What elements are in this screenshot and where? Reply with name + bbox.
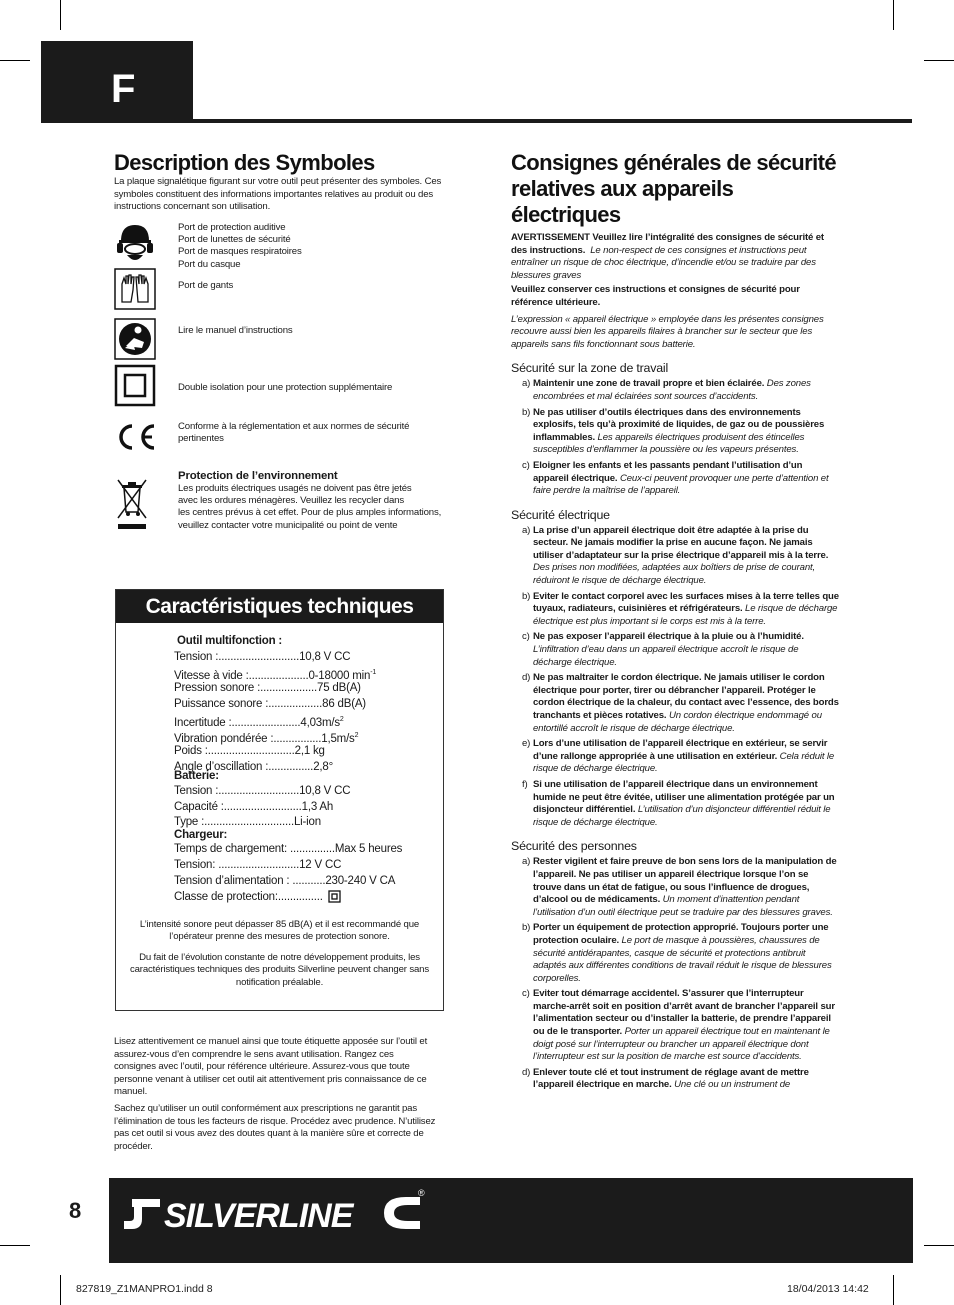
spec-label: Vibration pondérée : (174, 732, 274, 745)
protection-class-icon (328, 890, 341, 903)
spec-value: 4,03m/s (300, 716, 340, 729)
file-info: 827819_Z1MANPRO1.indd 8 (76, 1283, 213, 1295)
item-italic: L’utilisation d’un disjoncteur différentiel réduit le risque de décharge électrique. (533, 804, 831, 828)
spec-superscript: 2 (339, 715, 344, 723)
spec-leader: ....................... (231, 716, 301, 729)
safety-section-title: Sécurité électrique (511, 507, 610, 522)
noise-note: L’intensité sonore peut dépasser 85 dB(A) et il est recommandé que l’opérateur prenne des mesures de protection sonore. (139, 919, 420, 943)
spec-value: 0-18000 min (308, 669, 371, 682)
spec-leader: .................... (248, 669, 309, 682)
environment-line: les centres prévus à cet effet. Pour de plus amples informations, (178, 507, 442, 519)
spec-label: Type : (174, 816, 205, 828)
spec-leader: ................... (260, 682, 318, 695)
spec-superscript: 2 (354, 731, 359, 739)
spec-row (174, 890, 323, 904)
symbol-text (178, 421, 409, 445)
risk-paragraph: Sachez qu’utiliser un outil conformément aux prescriptions ne garantit pas l’élimination de tous les facteurs de risque. Procédez avec prudence. N’utilisez pas cet outil si vous avez des doutes quant à la manière sûre et correcte de procéder. (114, 1103, 436, 1152)
symbol-row-double-insulation (114, 364, 444, 408)
double-insulation-icon (114, 364, 156, 408)
symbol-line: Port du casque (178, 258, 241, 270)
spec-value: 1,3 Ah (301, 800, 334, 813)
item-bold: Porter un équipement de protection approprié. Toujours porter une protection oculaire. (533, 922, 829, 946)
spec-leader: ........... (292, 875, 326, 887)
spec-label: Poids : (174, 745, 208, 758)
spec-leader: ........................... (218, 785, 300, 797)
symbols-intro: La plaque signalétique figurant sur votre outil peut présenter des symboles. Ces symboles constituent des informations importantes relatives au produit ou des instructions concernant son utilisation. (114, 176, 442, 213)
environment-line: Les produits électriques usagés ne doivent pas être jetés (178, 483, 412, 494)
spec-row (174, 729, 358, 746)
spec-label: Classe de protection: (174, 891, 278, 903)
item-bold: Eviter tout démarrage accidentel. S’assurer que l’interrupteur marche-arrêt soit en position d’arrêt avant de brancher l’appareil sur l’alimentation secteur ou d’installer la batterie, de prendre l’appareil ou de le transporter. (533, 988, 835, 1038)
item-bold: Ne pas utiliser d’outils électriques dans des environnements explosifs, tels qu’à proximité de liquides, de gaz ou de poussières inflammables. (533, 406, 825, 443)
crop-mark (60, 1275, 61, 1305)
safety-item (511, 779, 839, 829)
safety-section-title: Sécurité sur la zone de travail (511, 361, 669, 376)
spec-label: Temps de chargement: (174, 843, 290, 855)
spec-superscript: -1 (370, 668, 377, 676)
item-letter: a) (522, 856, 531, 868)
ce-mark-icon (114, 422, 158, 452)
logo-text: SILVERLINE (164, 1197, 353, 1235)
page-number: 8 (69, 1198, 82, 1223)
symbol-line: Port de protection auditive (178, 222, 286, 233)
environment-line: avec les ordures ménagères. Veuillez les recycler dans (178, 495, 404, 507)
item-letter: a) (522, 524, 531, 536)
warning-italic: Le non-respect de ces consignes et instructions peut entraîner un risque de choc électrique, d’incendie et/ou se traduire par des blessures graves (511, 244, 816, 281)
spec-row (174, 697, 366, 711)
safety-section-title: Sécurité des personnes (511, 839, 637, 854)
item-bold: Ne pas exposer l’appareil électrique à la pluie ou à l’humidité. (533, 631, 804, 643)
symbol-row-ppe (114, 220, 444, 270)
safety-item (511, 407, 839, 457)
crop-mark (0, 1245, 30, 1246)
symbol-line: Port de masques respiratoires (178, 246, 302, 258)
tech-specs-title: Caractéristiques techniques (116, 590, 443, 623)
symbol-line: pertinentes (178, 433, 224, 445)
spec-value: 12 V CC (299, 859, 342, 871)
spec-leader: ............... (268, 760, 314, 773)
spec-row (174, 874, 395, 888)
item-letter: d) (522, 1066, 531, 1078)
spec-row (174, 744, 325, 758)
symbol-row-gloves (114, 268, 444, 312)
safety-item (511, 591, 839, 629)
item-bold: Eviter le contact corporel avec les surfaces mises à la terre telles que tuyaux, radiateurs, cuisinières et réfrigérateurs. (533, 590, 839, 615)
item-bold: Maintenir une zone de travail propre et bien éclairée. (533, 378, 765, 390)
item-bold: Lors d’une utilisation de l’appareil électrique en extérieur, se servir d’une rallonge appropriée à une utilisation en extérieur. (533, 738, 828, 762)
spec-label: Vitesse à vide : (174, 669, 249, 682)
safety-item (511, 856, 839, 919)
spec-value: 10,8 V CC (299, 785, 351, 797)
spec-value: 10,8 V CC (299, 651, 351, 663)
symbol-row-manual (114, 318, 444, 360)
crop-mark (924, 1245, 954, 1246)
item-italic: Ceux-ci peuvent provoquer une perte d’attention et faire perdre la maîtrise de l’appareil. (533, 472, 829, 497)
environment-title: Protection de l’environnement (178, 470, 338, 482)
silverline-logo (120, 1187, 430, 1237)
item-bold: Enlever toute clé et tout instrument de réglage avant de mettre l’appareil électrique en marche. (533, 1066, 809, 1091)
spec-leader: ............... (277, 891, 323, 903)
item-bold: Si une utilisation de l’appareil électrique dans un environnement humide ne peut être évitée, utiliser une alimentation protégée par un disjoncteur différentiel. (533, 778, 835, 816)
environment-text (178, 469, 441, 532)
section-letter: F (111, 67, 136, 111)
item-letter: e) (522, 738, 531, 750)
symbol-text (178, 222, 302, 271)
item-letter: a) (522, 378, 531, 390)
keep-instructions: Veuillez conserver ces instructions et consignes de sécurité pour référence ultérieure. (511, 284, 800, 308)
spec-leader: .......................... (223, 800, 302, 813)
spec-value: 1,5m/s (321, 732, 355, 745)
spec-row (174, 713, 344, 730)
item-italic: Les appareils électriques produisent des étincelles susceptibles d’enflammer la poussière ou les vapeurs présentes. (533, 431, 805, 456)
spec-label: Tension: (174, 859, 219, 871)
item-italic: Le port de masque à poussières, chaussures de sécurité antidérapantes, casque de sécurité et protections antibruit adaptés aux différentes conditions de travail réduit le risque de blessures corporelles. (533, 934, 832, 984)
spec-leader: ................ (273, 732, 322, 745)
warning-bold: AVERTISSEMENT Veuillez lire l’intégralité des consignes de sécurité et des instructions. (511, 232, 824, 256)
spec-value: 75 dB(A) (317, 682, 361, 695)
spec-label: Tension d’alimentation : (174, 875, 293, 887)
spec-leader: ............... (289, 843, 335, 855)
item-letter: b) (522, 590, 531, 602)
safety-sections (511, 361, 839, 1092)
spec-label: Puissance sonore : (174, 698, 269, 711)
spec-row (174, 650, 350, 664)
spec-label: Capacité : (174, 800, 224, 813)
item-italic: Un cordon électrique endommagé ou entortillé accroît le risque de décharge électrique. (533, 710, 822, 734)
ppe-helmet-icon (114, 221, 156, 265)
safety-body (511, 232, 839, 1095)
symbol-line: Conforme à la réglementation et aux normes de sécurité (178, 421, 410, 432)
gloves-icon (114, 268, 156, 310)
spec-row (174, 666, 376, 683)
read-manual-paragraph: Lisez attentivement ce manuel ainsi que toute étiquette apposée sur l’outil et assurez-vous d’en comprendre le sens avant utilisation. Rangez ces consignes avec l’outil, pour référence ultérieure. Assurez-vous que toute personne venant à utiliser cet outil ait attentivement pris connaissance de ce manuel. (114, 1036, 428, 1098)
symbol-text (178, 325, 293, 337)
spec-leader: ........................... (218, 651, 300, 663)
warning-paragraph (511, 232, 839, 282)
symbol-row-environment (114, 468, 444, 534)
spec-row (174, 858, 341, 872)
item-bold: Ne pas maltraiter le cordon électrique. Ne jamais utiliser le cordon électrique pour porter, tirer ou débrancher l’appareil. Protéger le cordon électrique de la chaleur, du contact avec l’essence, des bords tranchants et pièces rotatives. (533, 672, 839, 721)
symbol-text (178, 280, 233, 292)
expression-note: L’expression « appareil électrique » employée dans les présentes consignes recouvre aussi bien les appareils filaires à brancher sur le secteur que les appareils sans fils fonctionnant sous batterie. (511, 313, 824, 350)
spec-row (174, 815, 321, 829)
item-bold: Rester vigilent et faire preuve de bon sens lors de la manipulation de l’appareil. Ne pas utiliser un appareil électrique lorsque l’on se trouve dans un état de fatigue, ou sous l’influence de drogues, d’alcool ou de médicaments. (533, 856, 837, 906)
item-italic: Des zones encombrées et mal éclairées sont sources d’accidents. (533, 378, 811, 402)
spec-label: Incertitude : (174, 716, 232, 729)
spec-row (174, 800, 333, 814)
charger-header: Chargeur: (174, 829, 228, 841)
section-tab (41, 41, 193, 123)
spec-label: Pression sonore : (174, 682, 261, 695)
item-letter: d) (522, 672, 531, 684)
safety-item (511, 525, 839, 588)
spec-value: Li-ion (293, 816, 321, 828)
item-letter: c) (522, 631, 530, 643)
spec-leader: .............................. (204, 816, 294, 828)
spec-label: Tension : (174, 785, 219, 797)
spec-value: 2,8° (313, 760, 333, 773)
safety-item (511, 1067, 839, 1092)
environment-line: veuillez contacter votre municipalité ou point de vente (178, 519, 398, 531)
item-letter: c) (522, 988, 530, 1000)
spec-value: Max 5 heures (334, 843, 403, 855)
crossed-bin-icon (114, 476, 150, 532)
item-italic: Le risque de décharge électrique est plus important si le corps est mis à la terre. (533, 603, 838, 627)
item-bold: Eloigner les enfants et les passants pendant l’utilisation d’un appareil électrique. (533, 459, 803, 484)
crop-mark (893, 1275, 894, 1305)
safety-item (511, 460, 839, 498)
safety-item (511, 378, 839, 403)
safety-item (511, 922, 839, 985)
print-date: 18/04/2013 14:42 (787, 1283, 869, 1295)
safety-item (511, 738, 839, 776)
symbol-line: Double isolation pour une protection supplémentaire (178, 382, 393, 393)
symbols-title: Description des Symboles (114, 150, 375, 175)
safety-item (511, 672, 839, 735)
spec-change-note: Du fait de l’évolution constante de notre développement produits, les caractéristiques techniques des produits Silverline peuvent changer sans notification préalable. (129, 952, 430, 988)
item-italic: Un moment d’inattention pendant l’utilisation d’un outil électrique peut se traduire par des blessures graves. (533, 894, 833, 918)
safety-item (511, 988, 839, 1064)
spec-leader: ........................... (218, 859, 300, 871)
spec-value: 2,1 kg (294, 745, 325, 758)
registered-mark: ® (418, 1188, 425, 1198)
crop-mark (924, 60, 954, 61)
battery-header: Batterie: (174, 770, 219, 782)
item-letter: b) (522, 406, 531, 418)
header-rule (193, 119, 912, 123)
symbol-text (178, 382, 392, 394)
spec-leader: .................. (268, 698, 323, 711)
page-number-box (41, 1178, 109, 1263)
item-letter: b) (522, 922, 531, 934)
item-italic: Porter un appareil électrique tout en maintenant le doigt posé sur l’interrupteur ou brancher un appareil électrique dont l’interrupteur est sur la position de marche est source d’accidents. (533, 1026, 830, 1063)
symbol-line: Port de lunettes de sécurité (178, 234, 291, 246)
symbol-row-ce (114, 418, 444, 454)
spec-row (174, 784, 350, 798)
spec-leader: ............................. (207, 745, 295, 758)
read-manual-icon (114, 318, 156, 360)
safety-item (511, 631, 839, 669)
spec-value: 230-240 V CA (325, 875, 396, 887)
safety-title: Consignes générales de sécurité relatives aux appareils électriques (511, 150, 836, 227)
spec-row (174, 681, 361, 695)
crop-mark (893, 0, 894, 30)
spec-value: 86 dB(A) (322, 698, 366, 711)
symbol-line: Lire le manuel d’instructions (178, 325, 293, 336)
item-italic: L’infiltration d’eau dans un appareil électrique accroît le risque de décharge électrique. (533, 644, 799, 668)
item-letter: c) (522, 459, 530, 471)
tool-header: Outil multifonction : (177, 635, 283, 647)
item-italic: Une clé ou un instrument de (674, 1079, 791, 1091)
spec-label: Angle d’oscillation : (174, 760, 269, 773)
crop-mark (0, 60, 30, 61)
crop-mark (60, 0, 61, 30)
symbol-line: Port de gants (178, 280, 234, 291)
spec-row (174, 842, 402, 856)
item-letter: f) (522, 778, 528, 790)
item-italic: Cela réduit le risque de décharge électrique. (533, 750, 835, 775)
item-bold: La prise d’un appareil électrique doit être adaptée à la prise du secteur. Ne jamais modifier la prise en aucune façon. Ne jamais utiliser d’adaptateur sur la prise électrique d’appareil mis à la terre. (533, 524, 829, 561)
spec-label: Tension : (174, 651, 219, 663)
tech-specs-box (115, 589, 444, 1011)
item-italic: Des prises non modifiées, adaptées aux boîtiers de prise de courant, réduiront le risque de décharge électrique. (533, 562, 816, 587)
